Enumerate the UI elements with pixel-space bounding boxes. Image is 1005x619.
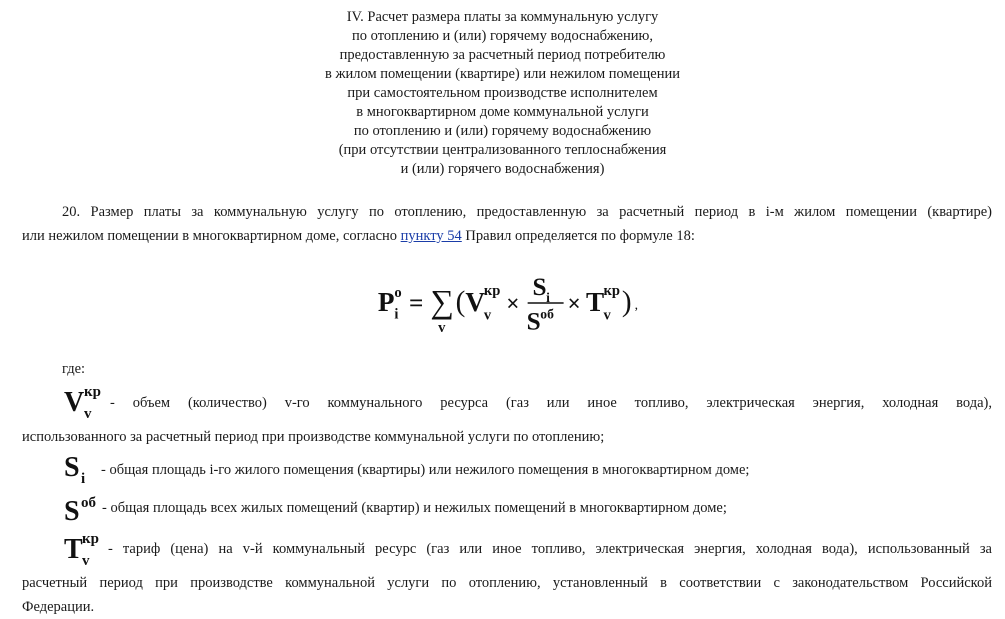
formula-P: P: [377, 286, 395, 317]
formula-numerator: S: [532, 273, 547, 302]
heading-line: в многоквартирном доме коммунальной услуги: [356, 104, 649, 120]
paragraph-20: [22, 200, 992, 248]
heading-line: по отоплению и (или) горячему водоснабжению: [353, 123, 652, 139]
formula-T-sup: кр: [603, 283, 620, 300]
symbol-T-sub: v: [82, 553, 90, 569]
heading-line: в жилом помещении (квартире) или нежилом помещении: [325, 66, 680, 82]
paragraph-line: 20. Размер платы за коммунальную услугу по отоплению, предоставленную за расчетный период в i-м жилом помещении (квартире): [62, 204, 992, 220]
symbol-V-sup: кр: [84, 384, 101, 400]
formula-trailing-comma: ,: [634, 296, 638, 312]
formula-T: T: [585, 286, 605, 317]
paragraph-text: Правил определяется по формуле 18:: [461, 228, 695, 244]
section-heading: [0, 8, 1005, 179]
definition-S-i: - общая площадь i-го жилого помещения (квартиры) или нежилого помещения в многоквартирном доме;: [101, 462, 750, 478]
definition-V-line1: [110, 391, 992, 415]
formula-V-sup: кр: [483, 283, 501, 300]
formula-18: [370, 268, 660, 338]
formula-times-2: ×: [567, 290, 581, 317]
definition-text: - тариф (цена) на v-й коммунальный ресурс (газ или иное топливо, электрическая энергия, холодная вода), использованный за: [108, 541, 992, 557]
symbol-T-sup: кр: [82, 531, 99, 547]
heading-line: и (или) горячего водоснабжения): [400, 161, 605, 177]
symbol-S-sub: i: [81, 471, 86, 487]
formula-sum-sub: v: [438, 320, 446, 337]
heading-line: по отоплению и (или) горячему водоснабжению,: [352, 28, 653, 44]
paragraph-line: [22, 224, 992, 248]
formula-open-paren: (: [455, 285, 466, 318]
symbol-S-ob: [62, 490, 106, 524]
formula-P-sup: о: [394, 285, 402, 302]
definition-text: расчетный период при производстве коммунальной услуги по отоплению, установленный в соответствии с законодательством Российской: [22, 575, 992, 591]
definition-V-line2: использованного за расчетный период при производстве коммунальной услуги по отоплению;: [22, 429, 605, 445]
heading-line: предоставленную за расчетный период потребителю: [339, 47, 666, 63]
symbol-V-main: V: [64, 387, 85, 418]
symbol-V-sub: v: [84, 406, 92, 422]
formula-numerator-sub: i: [546, 290, 550, 306]
definition-text: - объем (количество) v-го коммунального ресурса (газ или иное топливо, электрическая энергия, холодная вода),: [110, 395, 992, 411]
formula-denominator: S: [526, 307, 541, 336]
heading-line: IV. Расчет размера платы за коммунальную услугу: [346, 9, 659, 25]
paragraph-text: или нежилом помещении в многоквартирном доме, согласно: [22, 228, 401, 244]
formula-times-1: ×: [506, 290, 520, 317]
formula-V-sub: v: [483, 307, 492, 324]
formula-P-sub: i: [394, 306, 399, 323]
definition-T-line3: Федерации.: [22, 599, 95, 615]
definition-S-ob: - общая площадь всех жилых помещений (квартир) и нежилых помещений в многоквартирном доме;: [102, 500, 727, 516]
symbol-Sob-sup: об: [81, 495, 96, 511]
symbol-S-main: S: [64, 452, 80, 483]
formula-denominator-sup: об: [540, 306, 554, 322]
definition-T-line1: [108, 537, 992, 561]
heading-line: при самостоятельном производстве исполнителем: [347, 85, 658, 101]
definition-T-line2: [22, 571, 992, 595]
formula-equals: =: [409, 288, 424, 317]
where-label: где:: [62, 361, 86, 377]
symbol-S-i: [62, 449, 102, 489]
formula-T-sub: v: [603, 307, 611, 324]
heading-line: (при отсутствии централизованного теплоснабжения: [338, 142, 667, 158]
formula-close-paren: ): [621, 285, 632, 318]
formula-V: V: [465, 286, 486, 317]
symbol-V: [62, 382, 110, 422]
formula-sum: ∑: [430, 284, 454, 321]
symbol-T-main: T: [64, 534, 83, 565]
rule-54-link[interactable]: пункту 54: [400, 228, 462, 244]
symbol-Sob-main: S: [64, 496, 80, 524]
symbol-T: [62, 530, 110, 570]
